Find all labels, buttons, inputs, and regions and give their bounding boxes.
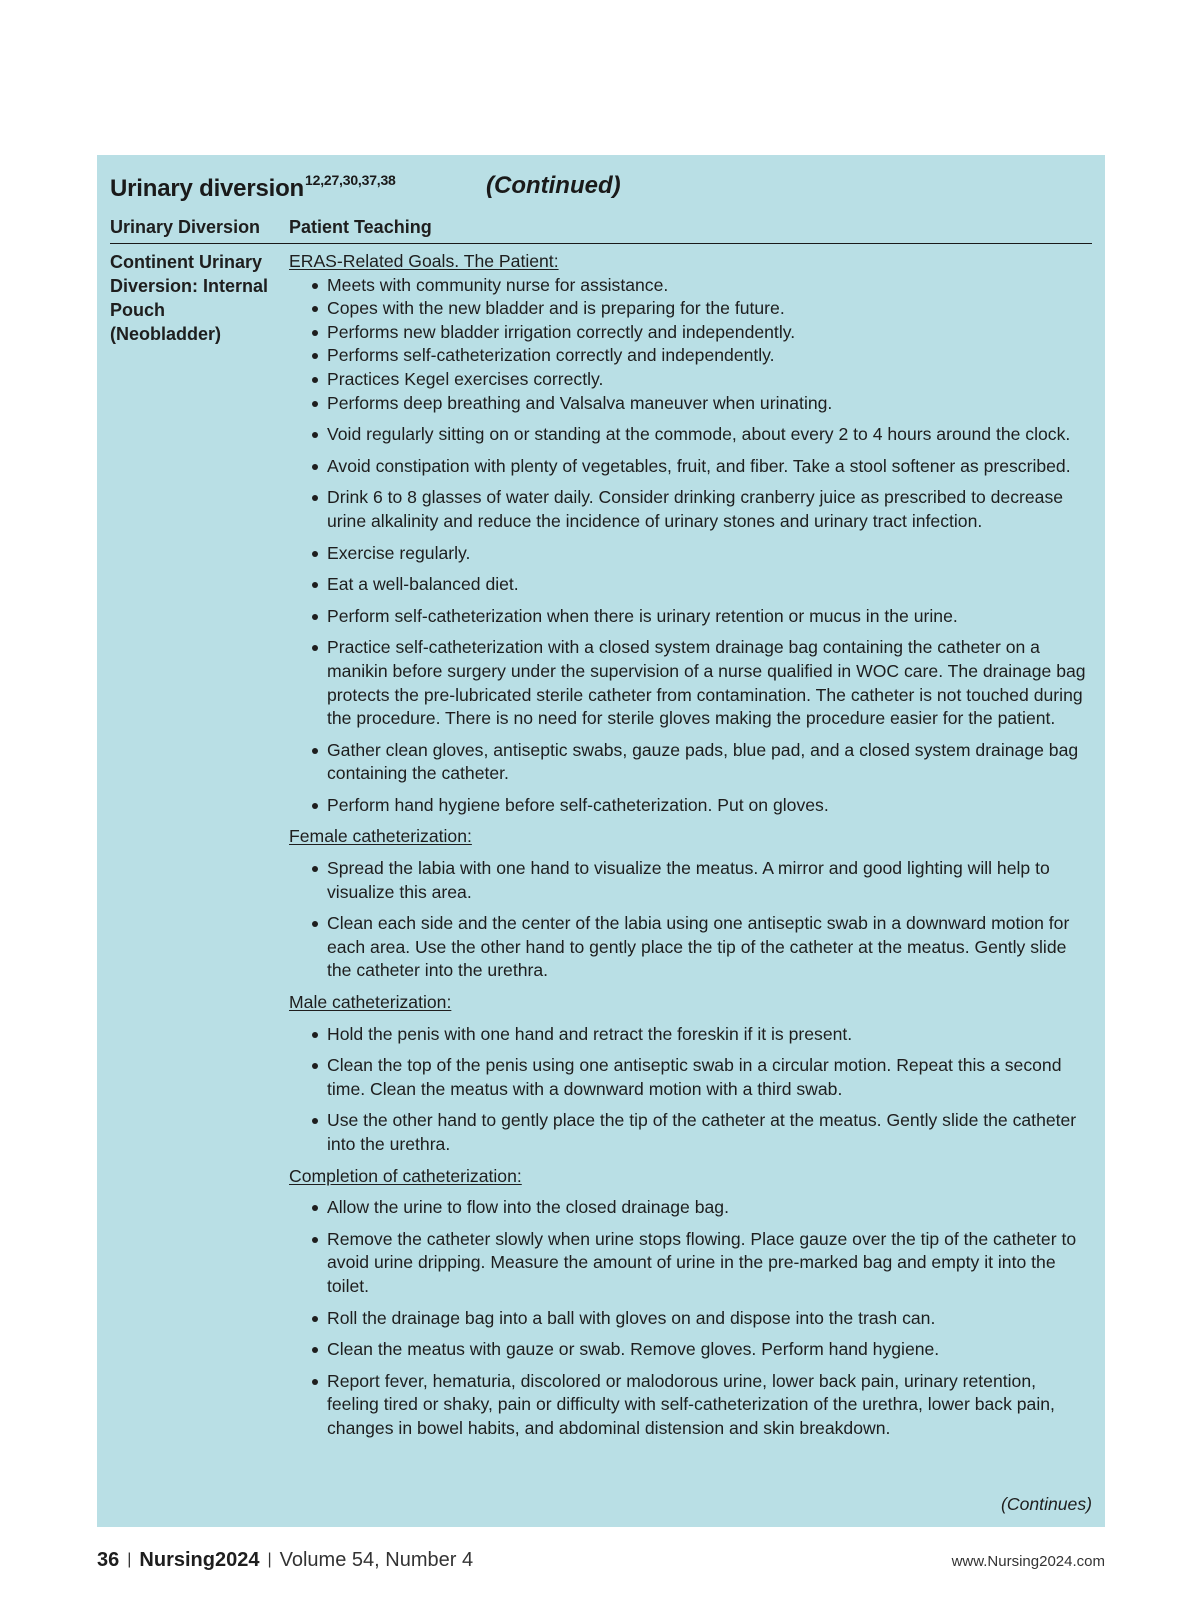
list-item: Clean the top of the penis using one antiseptic swab in a circular motion. Repeat this a second time. Clean the meatus with a downward motion with a third swab. [289, 1054, 1089, 1101]
col-header-patient-teaching: Patient Teaching [289, 217, 432, 237]
male-list [289, 1023, 1089, 1157]
patient-teaching-cell [289, 244, 1089, 1441]
list-item: Clean the meatus with gauze or swab. Remove gloves. Perform hand hygiene. [289, 1338, 1089, 1362]
continues-label: (Continues) [1001, 1494, 1092, 1514]
page-number: 36 [97, 1549, 120, 1571]
list-item: Use the other hand to gently place the tip of the catheter at the meatus. Gently slide the catheter into the urethra. [289, 1109, 1089, 1156]
footer-separator: | [267, 1551, 272, 1568]
female-heading: Female catheterization: [289, 826, 472, 847]
list-item: Hold the penis with one hand and retract the foreskin if it is present. [289, 1023, 1089, 1047]
continued-label: (Continued) [486, 172, 621, 199]
completion-list [289, 1196, 1089, 1440]
female-list [289, 857, 1089, 983]
list-item: Gather clean gloves, antiseptic swabs, gauze pads, blue pad, and a closed system drainage bag containing the catheter. [289, 739, 1089, 786]
list-item: Performs deep breathing and Valsalva maneuver when urinating. [289, 392, 1089, 416]
list-item: Spread the labia with one hand to visualize the meatus. A mirror and good lighting will help to visualize this area. [289, 857, 1089, 904]
list-item: Practices Kegel exercises correctly. [289, 368, 1089, 392]
list-item: Practice self-catheterization with a closed system drainage bag containing the catheter on a manikin before surgery under the supervision of a nurse qualified in WOC care. The drainage bag protects the pre-lubricated sterile catheter from contamination. The catheter is not touched during the procedure. There is no need for sterile gloves making the procedure easier for the patient. [289, 636, 1089, 730]
list-item: Eat a well-balanced diet. [289, 573, 1089, 597]
row-label: Continent Urinary Diversion: Internal Pouch (Neobladder) [110, 252, 269, 344]
journal-name: Nursing2024 [139, 1549, 260, 1571]
completion-heading: Completion of catheterization: [289, 1165, 522, 1186]
list-item: Drink 6 to 8 glasses of water daily. Consider drinking cranberry juice as prescribed to decrease urine alkalinity and reduce the incidence of urinary stones and urinary tract infection. [289, 486, 1089, 533]
list-item: Perform self-catheterization when there is urinary retention or mucus in the urine. [289, 605, 1089, 629]
list-item: Void regularly sitting on or standing at the commode, about every 2 to 4 hours around the clock. [289, 423, 1089, 447]
male-heading: Male catheterization: [289, 992, 452, 1013]
page-footer [97, 1549, 1105, 1579]
table-panel [97, 155, 1105, 1527]
list-item: Perform hand hygiene before self-catheterization. Put on gloves. [289, 794, 1089, 818]
goals-list [289, 274, 1089, 416]
table-row [110, 244, 1092, 1441]
list-item: Exercise regularly. [289, 542, 1089, 566]
col-header-urinary-diversion: Urinary Diversion [110, 217, 261, 237]
table-title: Urinary diversion$^{12,27,30,37,38}$ [110, 172, 396, 202]
list-item: Copes with the new bladder and is preparing for the future. [289, 297, 1089, 321]
title-references: 12,27,30,37,38 [305, 172, 396, 188]
list-item: Roll the drainage bag into a ball with gloves on and dispose into the trash can. [289, 1307, 1089, 1331]
goals-heading: ERAS-Related Goals. The Patient: [289, 251, 559, 271]
footer-separator: | [127, 1551, 132, 1568]
list-item: Report fever, hematuria, discolored or malodorous urine, lower back pain, urinary retention, feeling tired or shaky, pain or difficulty with self-catheterization of the urethra, lower back pain, changes in bowel habits, and abdominal distension and skin breakdown. [289, 1370, 1089, 1441]
list-item: Avoid constipation with plenty of vegetables, fruit, and fiber. Take a stool softener as prescribed. [289, 455, 1089, 479]
list-item: Remove the catheter slowly when urine stops flowing. Place gauze over the tip of the catheter to avoid urine dripping. Measure the amount of urine in the pre-marked bag and empty it into the toilet. [289, 1228, 1089, 1299]
list-item: Allow the urine to flow into the closed drainage bag. [289, 1196, 1089, 1220]
list-item: Meets with community nurse for assistance. [289, 274, 1089, 298]
teaching-list [289, 423, 1089, 817]
list-item: Performs new bladder irrigation correctly and independently. [289, 321, 1089, 345]
volume-info: Volume 54, Number 4 [279, 1549, 474, 1571]
table-header-row [110, 216, 1092, 244]
journal-url[interactable]: www.Nursing2024.com [951, 1553, 1105, 1570]
title-row [110, 170, 1092, 206]
list-item: Performs self-catheterization correctly and independently. [289, 344, 1089, 368]
list-item: Clean each side and the center of the labia using one antiseptic swab in a downward motion for each area. Use the other hand to gently place the tip of the catheter at the meatus. Gently slide the catheter into the urethra. [289, 912, 1089, 983]
